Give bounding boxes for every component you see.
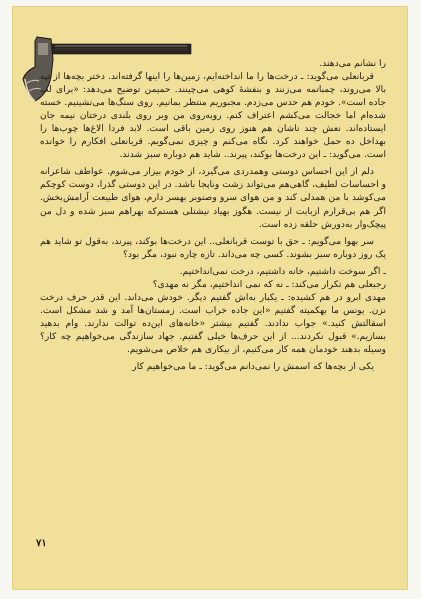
paragraph: مهدی ابرو در هم کشیده: ـ یکبار به‌اش گفتیم دیگر. خودش می‌داند. این قدر حرف درخت نزن. یونس ما بهکمیته گفتیم «این جاده خراب است. زمستان‌ها آمد و شد مشکل است. اسقالتش کنید.» جواب ندادند. گفتیم بیشتر «خانه‌های این‌ده توالت ندارند. وام بدهید بسازیم.» قبول نکردند... از این حرف‌ها خیلی گفتیم. جهاد سازندگی می‌خواهیم چه کار؟ وسیله بدهند خودمان همه کار می‌کنیم، از بیکاری هم خلاص می‌شویم.	[40, 292, 386, 355]
paragraph: دلم از این احساس دوستی وهمدردی می‌گیرد، از خودم بیزار می‌شوم. عواطف شاعرانه و احساسات لطیف، گاهی‌هم می‌تواند زشت وناپجا باشد. در این دوستی گذرا، دوست کوچکم می‌کوشد با من همدلی کند و من هوای سرو وصنوبر بهسر دارم، هوای طبیعت آرامش‌بخش. اگر هم بی‌قرارم ازبابت از نیست. هگوز بهیاد نیشتلی هستم‌که بهراهم سبز شده‌ و دل من پیچک‌وار به‌دورش حلقه زده است.	[40, 167, 386, 230]
page-body-text	[40, 58, 386, 374]
paragraph: قربانعلی می‌گوید: ـ درخت‌ها را ما انداخته‌ایم، زمین‌ها را اینها گرفته‌اند. دختر بچه‌ها از تپه بالا می‌روند، چمباتمه می‌زنند و بنفشهٔ کوهی می‌چینند. حمیمن توضیح می‌دهد: «برای لب جاده است». خودم هم حدس می‌زدم. مجبوریم منتظر بمانیم. روی سنگ‌ها می‌نشینیم. خسته شده‌ام اما خجالت می‌کشم اعتراف کنم. روبه‌روی من وبر روی بلندی درختان نیمه جان ایستاده‌اند. نعش چند ناشان هم هنوز روی زمین باقی است. لابد فردا الاغ‌ها چوب‌ها را بهدا‌خل ده حمل خواهند کرد. نگاه می‌کنم و چیزی نمی‌گویم. قربانعلی افکارم را خوانده است. می‌گوید: ـ این درخت‌ها بوکند، پیرند.. شاید هم دوباره سبز شدند.	[40, 72, 386, 161]
paragraph: را نشانم می‌دهند.	[319, 59, 386, 69]
book-page	[12, 6, 408, 590]
paragraph: ـ اگر سوخت داشتیم، خانه داشتیم، درخت نمی‌انداختیم.	[179, 266, 386, 277]
paragraph: سر بهوا می‌گویم: ـ حق با توست قربانعلی.. این درخت‌ها بوکند، پیرند، به‌قول تو شاید هم یک روز دوباره سبز بشوند. کسی چه می‌داند. تازه چاره نبود، مگر بود؟	[40, 236, 386, 260]
paragraph: یکی از بچه‌ها که اسمش را نمی‌دانم می‌گوید: ـ ما می‌خواهیم کار	[132, 362, 374, 373]
paragraph: رجبعلی هم تکرار می‌کند: ـ نه که نمی انداختیم، مگر نه مهدی؟	[152, 279, 386, 290]
page-number: ۷۱	[36, 538, 47, 549]
